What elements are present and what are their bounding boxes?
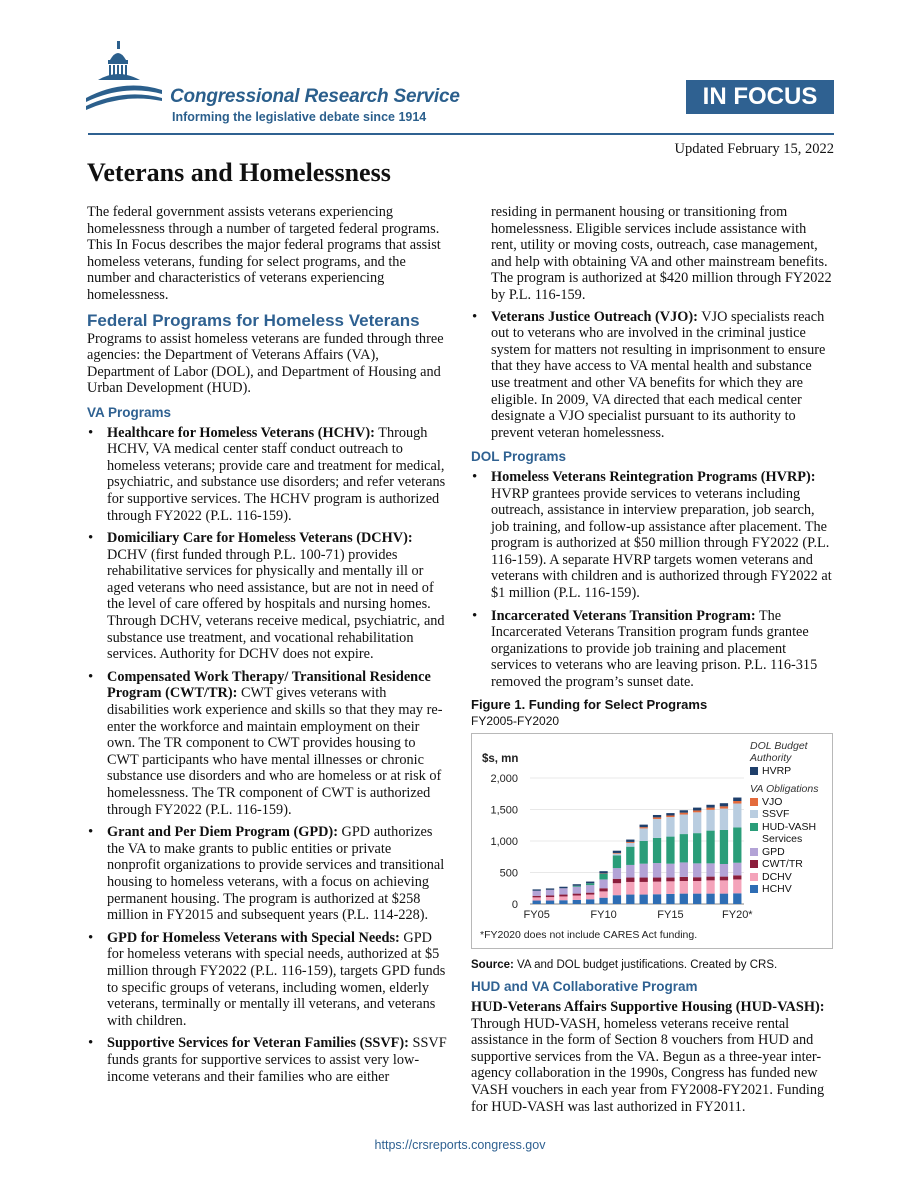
legend-swatch <box>750 810 758 818</box>
bar-segment <box>573 895 581 899</box>
bar-segment <box>680 834 688 862</box>
federal-programs-paragraph: Programs to assist homeless veterans are funded through three agencies: the Department of Veterans Affairs (VA), Department of Labor (DOL), and Department of Housing and Urban Development (HUD). <box>87 330 444 397</box>
list-item <box>471 608 833 691</box>
bar-segment <box>546 895 554 897</box>
va-program-list-cont <box>471 309 833 442</box>
figure-title: Figure 1. Funding for Select Programs <box>471 696 708 712</box>
x-tick-label: FY20* <box>722 908 753 921</box>
list-item <box>471 309 833 442</box>
bar-segment <box>666 894 674 904</box>
va-program-list <box>87 425 447 1086</box>
bar-segment <box>653 881 661 894</box>
hud-text: Through HUD-VASH, homeless veterans receive rental assistance in the form of Section 8 vouchers from HUD and supportive services from the VA. Begun as a three-year inter-agency collaboration in the 1990s, Congress has funded new VASH vouchers in each year from FY2008-FY2021. Funding for HUD-VASH was last authorized in FY2011. <box>471 1015 825 1115</box>
bar-segment <box>626 865 634 878</box>
bar-segment <box>613 851 621 853</box>
source-lead: Source: <box>471 958 514 971</box>
list-item <box>87 1035 447 1085</box>
bar-segment <box>693 807 701 810</box>
bar-segment <box>733 827 741 862</box>
figure-subtitle: FY2005-FY2020 <box>471 714 560 729</box>
bar-segment <box>586 899 594 904</box>
list-item <box>87 824 447 924</box>
bar-segment <box>733 797 741 800</box>
bar-segment <box>706 863 714 876</box>
bar-segment <box>706 805 714 808</box>
bar-segment <box>720 803 728 806</box>
bar-segment <box>680 814 688 834</box>
bar-segment <box>640 863 648 877</box>
item-text: SSVF funds grants for supportive services to assist very low-income veterans and their families who are either <box>107 1035 447 1085</box>
bar-segment <box>653 863 661 877</box>
bar-segment <box>599 879 607 888</box>
bar-segment <box>573 893 581 895</box>
bar-segment <box>599 871 607 873</box>
bar-segment <box>533 891 541 896</box>
bar-segment <box>586 894 594 899</box>
bar-segment <box>733 875 741 879</box>
bar-segment <box>573 884 581 886</box>
legend-label: HUD-VASH Services <box>762 820 817 846</box>
y-tick-label: 1,000 <box>490 835 518 848</box>
bar-segment <box>706 807 714 809</box>
bar-segment <box>680 893 688 903</box>
bar-segment <box>733 863 741 876</box>
bar-segment <box>693 812 701 833</box>
dol-programs-heading: DOL Programs <box>471 449 567 465</box>
x-tick-label: FY10 <box>590 908 617 921</box>
bar-segment <box>733 893 741 904</box>
legend-item <box>750 821 832 846</box>
footer-link[interactable]: https://crsreports.congress.gov <box>374 1138 546 1152</box>
bar-segment <box>586 883 594 885</box>
legend-item <box>750 871 832 884</box>
bar-segment <box>533 897 541 900</box>
legend-label: HVRP <box>762 764 792 777</box>
bar-segment <box>640 827 648 828</box>
legend-label: VJO <box>762 795 783 808</box>
bar-segment <box>586 892 594 894</box>
in-focus-badge: IN FOCUS <box>686 80 834 114</box>
bar-segment <box>559 896 567 900</box>
bar-segment <box>546 890 554 896</box>
header <box>0 0 920 157</box>
bar-segment <box>559 888 567 894</box>
bar-segment <box>559 887 567 889</box>
bar-segment <box>613 855 621 868</box>
bar-segment <box>626 839 634 841</box>
bar-segment <box>599 888 607 891</box>
legend-group-heading: VA Obligations <box>750 783 819 796</box>
legend-label: GPD <box>762 845 785 858</box>
bar-segment <box>613 883 621 895</box>
item-text: CWT gives veterans with disabilities work experience and skills so that they may re-enter the workforce and maintain employment on their own. The TR component to CWT provides housing to CWT participants who have mental illnesses or chronic substance use disorders and who are homeless or at risk of homelessness. The TR component of CWT is authorized through FY2022 (P.L. 116-159). <box>107 685 443 818</box>
bar-segment <box>559 894 567 896</box>
bar-segment <box>586 885 594 893</box>
intro-paragraph: The federal government assists veterans experiencing homelessness through a number of targeted federal programs. This In Focus describes the major federal programs that assist homeless veterans, funding for select programs, and the number and characteristics of veterans experiencing homelessness. <box>87 204 441 303</box>
legend-item <box>750 808 832 821</box>
y-tick-label: 1,500 <box>490 804 518 817</box>
bar-segment <box>559 900 567 904</box>
item-lead: Supportive Services for Veteran Families (SSVF): <box>107 1035 409 1052</box>
bar-segment <box>573 886 581 893</box>
ssvf-continuation: residing in permanent housing or transitioning from homelessness. Eligible services include assistance with rent, utility or moving costs, outreach, case management, and help with obtaining VA and other mainstream benefits. The program is authorized at $420 million through FY2022 by P.L. 116-159. <box>491 204 832 303</box>
bar-segment <box>533 889 541 890</box>
legend-item <box>750 858 832 871</box>
bar-segment <box>599 898 607 904</box>
y-tick-label: 500 <box>499 867 518 880</box>
item-lead: Veterans Justice Outreach (VJO): <box>491 308 698 325</box>
item-text: DCHV (first funded through P.L. 100-71) provides rehabilitative services for physically and mentally ill or aged veterans who need assistance, but are not in need of the level of care offered by hospitals and nursing homes. Through DCHV, veterans receive medical, psychiatric, and substance use treatment, and vocational rehabilitation services. Authority for DCHV does not expire. <box>107 546 445 663</box>
y-tick-label: 0 <box>511 898 518 911</box>
legend-swatch <box>750 848 758 856</box>
legend-label: DCHV <box>762 870 792 883</box>
left-column <box>87 204 447 1091</box>
bar-segment <box>546 888 554 889</box>
bar-segment <box>693 833 701 863</box>
bar-segment <box>666 813 674 815</box>
bar-segment <box>613 895 621 904</box>
bar-segment <box>693 863 701 877</box>
bar-segment <box>626 894 634 903</box>
bar-segment <box>733 803 741 827</box>
bar-segment <box>706 830 714 863</box>
item-lead: GPD for Homeless Veterans with Special Needs: <box>107 929 400 946</box>
bar-segment <box>693 893 701 903</box>
legend-swatch <box>750 823 758 831</box>
bar-segment <box>733 879 741 893</box>
hud-vash-paragraph <box>471 999 833 1115</box>
item-text: GPD authorizes the VA to make grants to public entities or private nonprofit organizations to provide services and transitional housing to homeless veterans, with a focus on achieving permanent housing. The program is authorized at $258 million in FY2015 and subsequent years (P.L. 114-228). <box>107 824 445 924</box>
page-title: Veterans and Homelessness <box>87 158 391 187</box>
list-item <box>87 425 447 525</box>
bar-segment <box>720 808 728 829</box>
legend-label: HCHV <box>762 883 792 896</box>
bar-segment <box>706 893 714 903</box>
item-text: HVRP grantees provide services to veterans including outreach, assistance in interview preparation, job search, job training, and follow-up assistance after placement. The program is authorized at $50 million through FY2022 (P.L. 116-159). A separate HVRP targets women veterans and veterans with children and is authorized through FY2022 at $1 million (P.L. 116-159). <box>491 485 832 602</box>
bar-segment <box>666 815 674 817</box>
bar-segment <box>546 900 554 903</box>
bar-segment <box>693 881 701 894</box>
bar-segment <box>720 893 728 903</box>
bar-segment <box>680 810 688 812</box>
legend-group-heading: DOL Budget Authority <box>750 739 808 765</box>
bar-segment <box>613 853 621 855</box>
hud-va-heading: HUD and VA Collaborative Program <box>471 979 698 995</box>
item-text: The Incarcerated Veterans Transition program funds grantee organizations to provide job training and placement services to veterans who are leaving prison. P.L. 116-315 removed the program’s sunset date. <box>491 607 818 691</box>
right-column <box>471 204 833 1123</box>
item-text: VJO specialists reach out to veterans who are involved in the criminal justice system for matters not resulting in imprisonment to ensure that they have access to VA mental health and substance use treatment and other VA benefits for which they are eligible. In 2009, VA directed that each medical center designate a VJO specialist pursuant to its authority to prevent veteran homelessness. <box>491 308 826 441</box>
funding-chart <box>471 733 833 949</box>
legend-label: CWT/TR <box>762 858 803 871</box>
hud-lead: HUD-Veterans Affairs Supportive Housing (HUD-VASH): <box>471 999 825 1015</box>
source-text: VA and DOL budget justifications. Created by CRS. <box>513 958 778 971</box>
bar-segment <box>720 806 728 808</box>
bar-segment <box>640 894 648 903</box>
chart-note: *FY2020 does not include CARES Act funding. <box>480 928 698 941</box>
bar-segment <box>653 815 661 817</box>
list-item <box>87 669 447 818</box>
figure-source <box>471 957 833 974</box>
bar-segment <box>640 824 648 827</box>
bar-segment <box>640 882 648 895</box>
legend-swatch <box>750 798 758 806</box>
list-item <box>471 469 833 602</box>
bar-segment <box>653 894 661 904</box>
bar-segment <box>640 877 648 881</box>
bar-segment <box>680 877 688 881</box>
bar-segment <box>680 881 688 894</box>
x-tick-label: FY15 <box>657 908 684 921</box>
bar-segment <box>693 877 701 881</box>
bar-segment <box>626 882 634 895</box>
bar-segment <box>546 897 554 900</box>
bar-segment <box>599 874 607 880</box>
chart-legend <box>750 740 832 896</box>
bar-segment <box>613 868 621 879</box>
bar-segment <box>626 877 634 881</box>
bar-segment <box>720 864 728 877</box>
legend-swatch <box>750 860 758 868</box>
bar-segment <box>626 843 634 847</box>
bar-segment <box>533 896 541 898</box>
bar-segment <box>626 842 634 843</box>
bar-segment <box>599 891 607 897</box>
item-lead: Compensated Work Therapy/ Transitional Residence Program (CWT/TR): <box>107 668 431 702</box>
legend-label: SSVF <box>762 808 790 821</box>
item-lead: Healthcare for Homeless Veterans (HCHV): <box>107 424 375 441</box>
bar-segment <box>693 810 701 812</box>
bar-segment <box>640 841 648 864</box>
item-text: Through HCHV, VA medical center staff conduct outreach to homeless veterans; provide care and treatment for medical, psychiatric, and substance use disorders; and refer veterans for supportive services. The HCHV program is authorized through FY2022 (P.L. 116-159). <box>107 424 446 524</box>
bar-segment <box>733 801 741 804</box>
bar-segment <box>706 880 714 893</box>
bar-segment <box>626 846 634 864</box>
list-item <box>87 930 447 1030</box>
bar-segment <box>666 881 674 894</box>
bar-segment <box>720 830 728 864</box>
va-programs-heading: VA Programs <box>87 404 172 420</box>
bar-segment <box>613 879 621 883</box>
bar-segment <box>666 817 674 837</box>
list-item <box>87 530 447 663</box>
legend-item <box>750 796 832 809</box>
bar-segment <box>613 853 621 854</box>
bar-segment <box>680 812 688 814</box>
legend-swatch <box>750 885 758 893</box>
bar-segment <box>666 877 674 881</box>
bar-segment <box>573 886 581 887</box>
x-tick-label: FY05 <box>523 908 550 921</box>
legend-swatch <box>750 873 758 881</box>
item-lead: Homeless Veterans Reintegration Programs (HVRP): <box>491 468 816 485</box>
bar-segment <box>586 881 594 883</box>
bar-segment <box>653 817 661 819</box>
bar-segment <box>573 900 581 904</box>
legend-item <box>750 846 832 859</box>
bar-segment <box>706 810 714 831</box>
capitol-dome-icon <box>84 38 164 118</box>
bar-segment <box>653 838 661 863</box>
updated-date: Updated February 15, 2022 <box>674 141 834 157</box>
item-lead: Grant and Per Diem Program (GPD): <box>107 824 338 841</box>
org-name: Congressional Research Service <box>170 86 460 107</box>
section-heading-federal-programs: Federal Programs for Homeless Veterans <box>87 310 420 330</box>
bar-segment <box>533 900 541 903</box>
bar-segment <box>666 863 674 877</box>
item-lead: Incarcerated Veterans Transition Program: <box>491 607 756 624</box>
item-text: GPD for homeless veterans with special needs, authorized at $5 million through FY2022 (P.L. 116-159), targets GPD funds to specific groups of veterans, including women, elderly veterans, terminally or mentally ill veterans, and veterans with children. <box>107 929 446 1029</box>
item-lead: Domiciliary Care for Homeless Veterans (DCHV): <box>107 530 413 547</box>
bar-segment <box>720 880 728 893</box>
dol-program-list <box>471 469 833 691</box>
bar-segment <box>666 836 674 863</box>
bar-segment <box>720 876 728 880</box>
org-tagline: Informing the legislative debate since 1914 <box>172 110 427 124</box>
bar-segment <box>640 828 648 841</box>
legend-item <box>750 765 832 778</box>
bar-segment <box>653 877 661 881</box>
y-tick-label: 2,000 <box>490 772 518 785</box>
header-rule <box>88 133 834 135</box>
legend-item <box>750 883 832 896</box>
bar-segment <box>653 819 661 838</box>
bar-segment <box>680 862 688 876</box>
bar-segment <box>706 876 714 880</box>
legend-swatch <box>750 767 758 775</box>
y-axis-label: $s, mn <box>482 752 519 765</box>
